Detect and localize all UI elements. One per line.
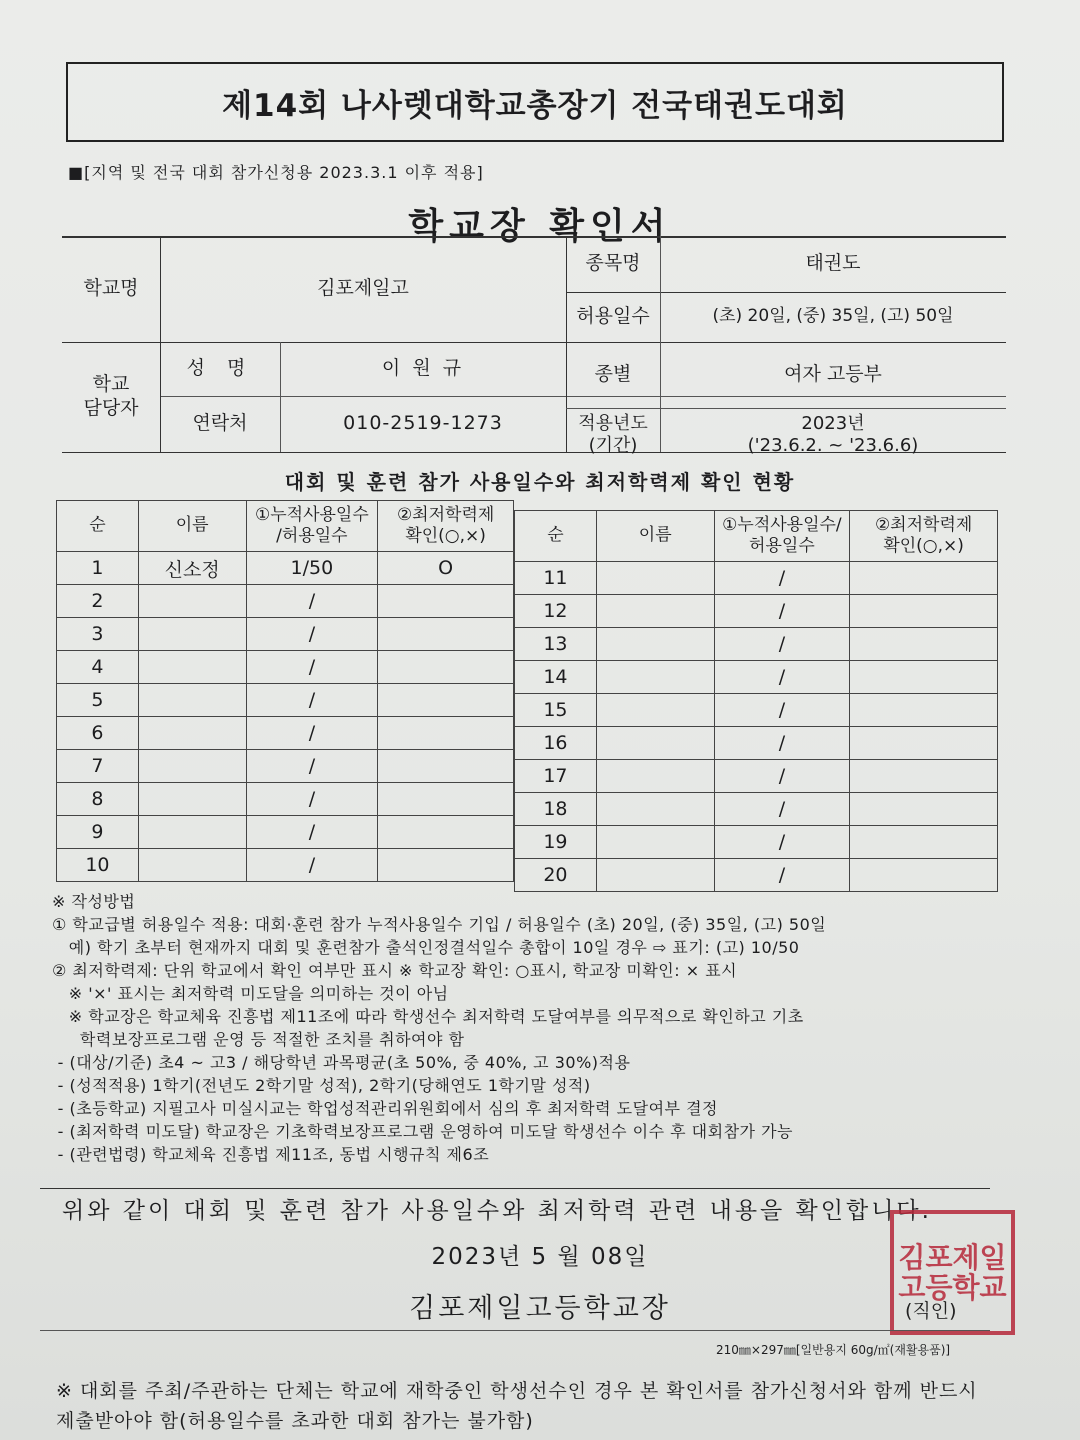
academic-check: O: [378, 552, 514, 585]
header-days-line2: 허용일수: [749, 536, 815, 556]
row-number: 13: [515, 628, 597, 661]
athlete-name: [138, 717, 246, 750]
paper-size: 210㎜×297㎜[일반용지 60g/㎡(재활용품)]: [716, 1343, 951, 1357]
athlete-name: [138, 684, 246, 717]
participation-table-right: [514, 510, 998, 892]
academic-check: [850, 628, 998, 661]
table-row: [515, 760, 998, 793]
row-number: 7: [57, 750, 139, 783]
days-used: /: [714, 793, 850, 826]
row-number: 10: [57, 849, 139, 882]
academic-check: [378, 849, 514, 882]
category-label: 종별: [594, 363, 632, 386]
header-check-line1: ②최저학력제: [396, 504, 495, 525]
days-used: /: [246, 684, 378, 717]
academic-check: [378, 684, 514, 717]
header-days-line2: /허용일수: [276, 526, 348, 546]
header-check-line2: 확인(○,×): [883, 536, 964, 556]
instruction-line: ① 학교급별 허용일수 적용: 대회·훈련 참가 누적사용일수 기입 / 허용일수 (초) 20일, (중) 35일, (고) 50일: [52, 915, 827, 934]
days-used: /: [714, 826, 850, 859]
athlete-name: [138, 618, 246, 651]
days-used: /: [714, 595, 850, 628]
table-row: [515, 694, 998, 727]
academic-check: [378, 816, 514, 849]
instructions-divider: [40, 1188, 990, 1189]
athlete-name: [138, 816, 246, 849]
academic-check: [378, 585, 514, 618]
instruction-line: - (대상/기준) 초4 ~ 고3 / 해당학년 과목평균(초 50%, 중 40%, 고 30%)적용: [52, 1053, 631, 1072]
header-no: 순: [515, 511, 597, 562]
row-number: 8: [57, 783, 139, 816]
days-used: /: [714, 628, 850, 661]
header-check-line1: ②최저학력제: [874, 514, 973, 535]
header-check-line2: 확인(○,×): [405, 526, 486, 546]
days-used: /: [714, 562, 850, 595]
contact-value: 010-2519-1273: [343, 412, 503, 435]
days-used: /: [246, 651, 378, 684]
athlete-name: [596, 562, 714, 595]
athlete-name: [138, 783, 246, 816]
athlete-name: [596, 826, 714, 859]
athlete-name: [138, 585, 246, 618]
event-title: 제14회 나사렛대학교총장기 전국태권도대회: [66, 62, 1004, 142]
allowed-days-value: (초) 20일, (중) 35일, (고) 50일: [712, 306, 954, 327]
sport-label: 종목명: [585, 252, 641, 275]
academic-check: [850, 826, 998, 859]
row-number: 20: [515, 859, 597, 892]
instruction-line: ※ '×' 표시는 최저학력 미도달을 의미하는 것이 아님: [52, 984, 449, 1003]
academic-check: [378, 717, 514, 750]
table-row: [515, 595, 998, 628]
table-row: [515, 859, 998, 892]
table-header-row: [515, 511, 998, 562]
header-days-line1: ①누적사용일수: [255, 504, 369, 525]
row-number: 18: [515, 793, 597, 826]
academic-check: [850, 760, 998, 793]
days-used: /: [246, 750, 378, 783]
days-used: /: [714, 694, 850, 727]
footer-note: ※ 대회를 주최/주관하는 단체는 학교에 재학중인 학생선수인 경우 본 확인서를 참가신청서와 함께 반드시 제출받아야 함(허용일수를 초과한 대회 참가는 불가함): [56, 1380, 978, 1432]
days-used: /: [714, 727, 850, 760]
name-label: 성 명: [186, 357, 254, 380]
instructions-heading: ※ 작성방법: [52, 892, 136, 911]
days-used: /: [246, 618, 378, 651]
instruction-line: - (초등학교) 지필고사 미실시교는 학업성적관리위원회에서 심의 후 최저학력 도달여부 결정: [52, 1099, 718, 1118]
header-days-line1: ①누적사용일수/: [722, 514, 842, 535]
row-number: 17: [515, 760, 597, 793]
table-row: [57, 684, 514, 717]
row-number: 6: [57, 717, 139, 750]
footer-divider: [40, 1330, 990, 1331]
row-number: 12: [515, 595, 597, 628]
allowed-days-label: 허용일수: [576, 305, 650, 328]
row-number: 5: [57, 684, 139, 717]
name-value: 이 원 규: [381, 357, 465, 380]
row-number: 14: [515, 661, 597, 694]
instruction-line: - (관련법령) 학교체육 진흥법 제11조, 동법 시행규칙 제6조: [52, 1145, 490, 1164]
table-row: [57, 651, 514, 684]
table-row: [515, 727, 998, 760]
table-row: [57, 783, 514, 816]
athlete-name: [596, 727, 714, 760]
header-no: 순: [57, 501, 139, 552]
instruction-line: - (최저학력 미도달) 학교장은 기초학력보장프로그램 운영하여 미도달 학생선수 이수 후 대회참가 가능: [52, 1122, 793, 1141]
instruction-line: 예) 학기 초부터 현재까지 대회 및 훈련참가 출석인정결석일수 총합이 10일 경우 ⇨ 표기: (고) 10/50: [52, 938, 800, 957]
contact-label: 연락처: [192, 412, 248, 435]
table-row: [515, 661, 998, 694]
academic-check: [378, 783, 514, 816]
principal-name: 김포제일고등학교장: [409, 1293, 671, 1324]
manager-label-line2: 담당자: [83, 397, 139, 419]
row-number: 15: [515, 694, 597, 727]
row-number: 2: [57, 585, 139, 618]
instruction-line: ② 최저학력제: 단위 학교에서 확인 여부만 표시 ※ 학교장 확인: ○표시, 학교장 미확인: × 표시: [52, 961, 738, 980]
year-label-line2: (기간): [588, 435, 638, 456]
athlete-name: [596, 793, 714, 826]
academic-check: [850, 694, 998, 727]
table-row: [515, 628, 998, 661]
year-value: [660, 408, 1006, 462]
row-number: 1: [57, 552, 139, 585]
year-label-line1: 적용년도: [578, 412, 648, 434]
header-check: [850, 511, 998, 562]
school-label: 학교명: [83, 277, 139, 300]
academic-check: [850, 595, 998, 628]
instructions: [52, 890, 1012, 1166]
manager-label-line1: 학교: [92, 373, 130, 396]
academic-check: [378, 651, 514, 684]
year-label: [566, 408, 660, 462]
participation-table-left: [56, 500, 514, 882]
issue-date: 2023년 5 월 08일: [431, 1244, 649, 1270]
academic-check: [850, 859, 998, 892]
instruction-line: ※ 학교장은 학교체육 진흥법 제11조에 따라 학생선수 최저학력 도달여부를 의무적으로 확인하고 기초: [52, 1007, 804, 1026]
academic-check: [850, 793, 998, 826]
days-used: /: [246, 783, 378, 816]
athlete-name: 신소정: [138, 552, 246, 585]
table-row: [515, 826, 998, 859]
row-number: 9: [57, 816, 139, 849]
seal-label: (직인): [905, 1300, 957, 1322]
table-header-row: [57, 501, 514, 552]
days-used: /: [246, 816, 378, 849]
period-value: ('23.6.2. ~ '23.6.6): [747, 435, 919, 456]
academic-check: [850, 562, 998, 595]
table-row: [57, 618, 514, 651]
table-row: [57, 816, 514, 849]
athlete-name: [596, 859, 714, 892]
category-value: 여자 고등부: [784, 363, 882, 386]
row-number: 3: [57, 618, 139, 651]
athlete-name: [138, 750, 246, 783]
athlete-name: [138, 849, 246, 882]
days-used: /: [246, 849, 378, 882]
table-row: [57, 750, 514, 783]
days-used: 1/50: [246, 552, 378, 585]
header-days: [714, 511, 850, 562]
manager-label: [62, 342, 160, 452]
athlete-name: [596, 628, 714, 661]
days-used: /: [714, 859, 850, 892]
row-number: 19: [515, 826, 597, 859]
academic-check: [850, 661, 998, 694]
athlete-name: [596, 760, 714, 793]
row-number: 11: [515, 562, 597, 595]
athlete-name: [596, 694, 714, 727]
table-row: [57, 585, 514, 618]
header-name: 이름: [596, 511, 714, 562]
row-number: 16: [515, 727, 597, 760]
participation-title: 대회 및 훈련 참가 사용일수와 최저학력제 확인 현황: [284, 470, 796, 494]
days-used: /: [246, 585, 378, 618]
confirmation-statement: 위와 같이 대회 및 훈련 참가 사용일수와 최저학력 관련 내용을 확인합니다.: [62, 1198, 932, 1224]
instruction-line: 학력보장프로그램 운영 등 적절한 조치를 취하여야 함: [52, 1030, 465, 1049]
days-used: /: [714, 661, 850, 694]
school-value: 김포제일고: [317, 277, 409, 300]
athlete-name: [138, 651, 246, 684]
days-used: /: [714, 760, 850, 793]
seal-line-1: 김포제일: [898, 1241, 1007, 1275]
table-row: [57, 717, 514, 750]
sport-value: 태권도: [805, 252, 861, 275]
athlete-name: [596, 661, 714, 694]
academic-check: [378, 750, 514, 783]
header-days: [246, 501, 378, 552]
academic-check: [378, 618, 514, 651]
header-check: [378, 501, 514, 552]
seal-line-2: 고등학교: [898, 1270, 1007, 1304]
table-row: [515, 793, 998, 826]
document-heading: 학교장 확인서: [408, 206, 672, 247]
row-number: 4: [57, 651, 139, 684]
header-name: 이름: [138, 501, 246, 552]
year-value-line1: 2023년: [801, 412, 865, 434]
athlete-name: [596, 595, 714, 628]
academic-check: [850, 727, 998, 760]
table-row: [57, 849, 514, 882]
days-used: /: [246, 717, 378, 750]
instruction-line: - (성적적용) 1학기(전년도 2학기말 성적), 2학기(당해연도 1학기말 성적): [52, 1076, 591, 1095]
usage-note: ■[지역 및 전국 대회 참가신청용 2023.3.1 이후 적용]: [68, 163, 484, 182]
table-row: [515, 562, 998, 595]
table-row: [57, 552, 514, 585]
